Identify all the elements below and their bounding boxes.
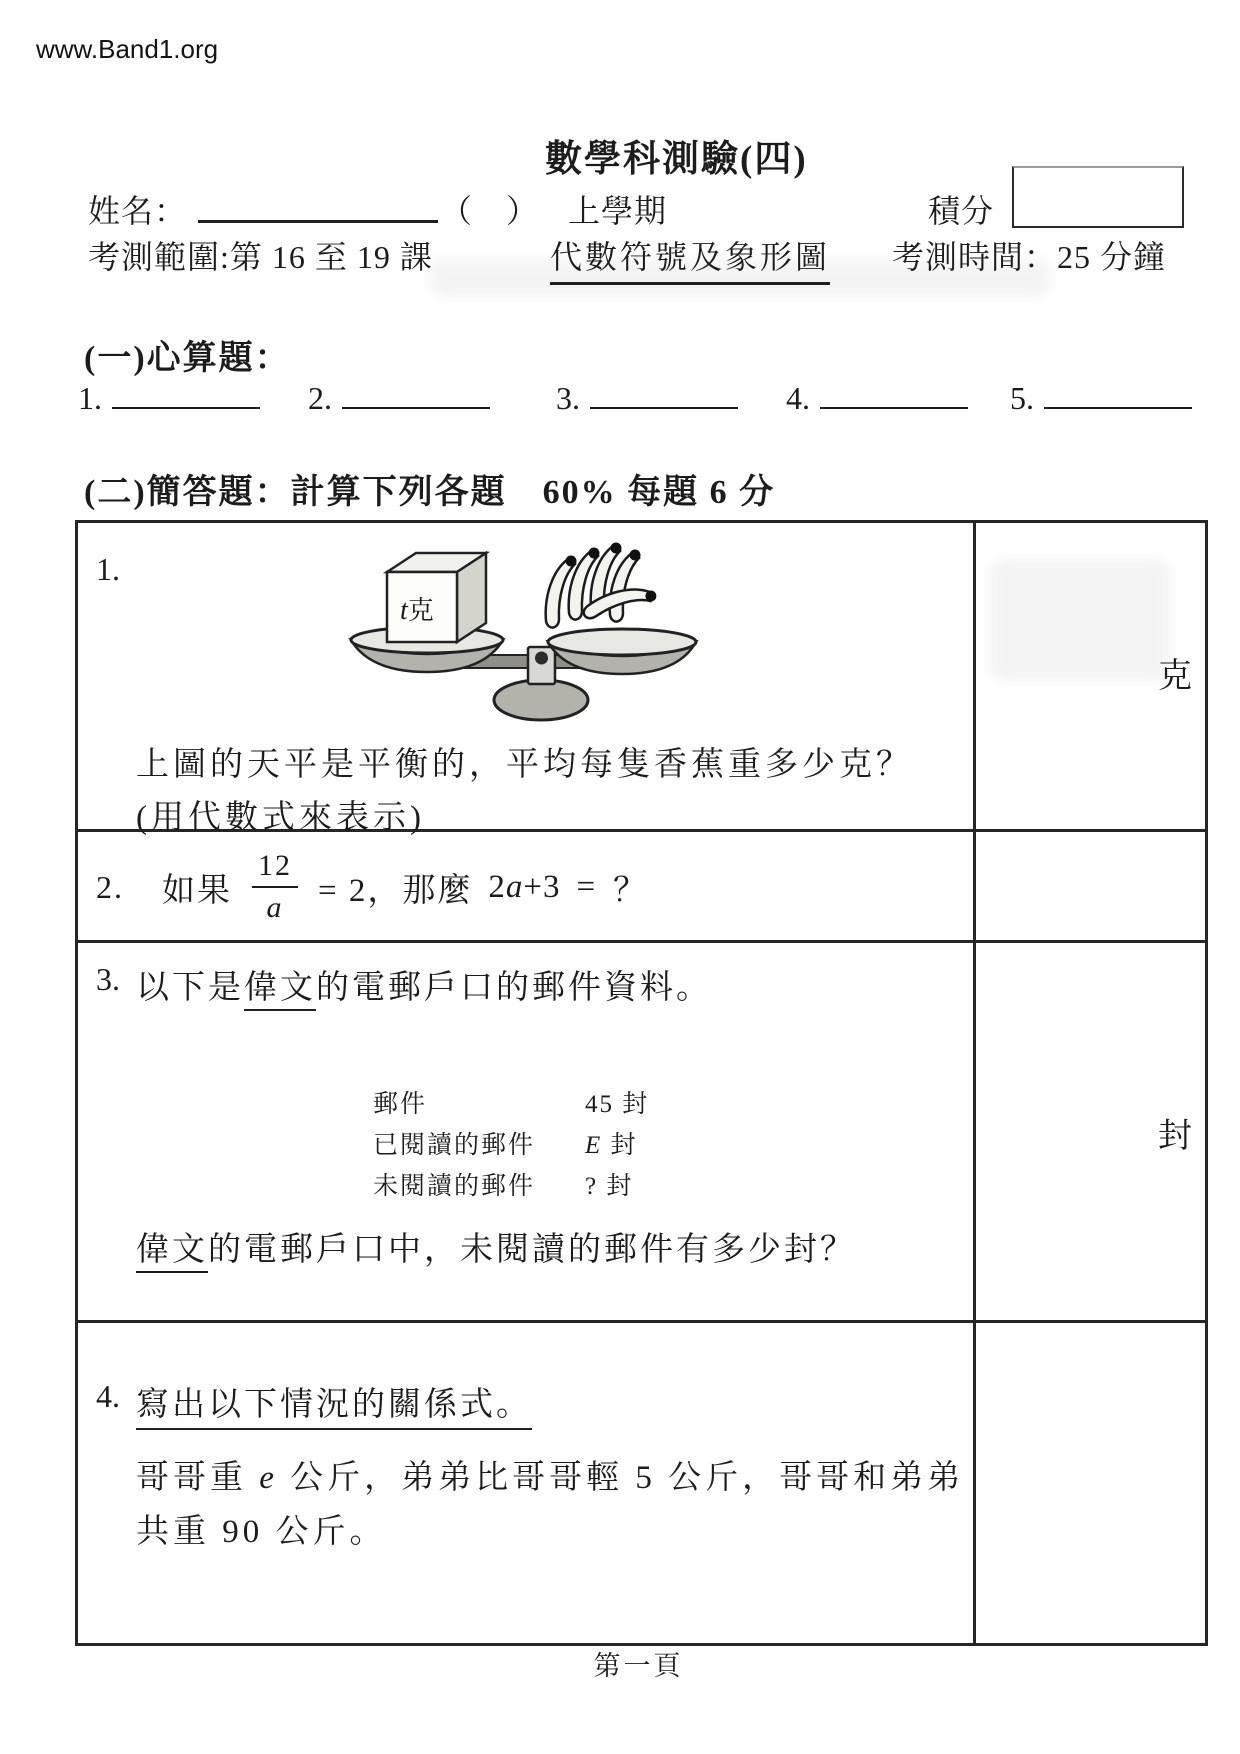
q3-intro: 以下是偉文的電郵戶口的郵件資料。	[136, 961, 712, 1008]
q3-number: 3.	[96, 961, 120, 997]
q4-number: 4.	[96, 1378, 120, 1414]
q2-question-mark: ？	[613, 872, 649, 909]
answer-line	[342, 381, 490, 409]
q2-equals: =	[576, 868, 598, 905]
q2-number: 2.	[96, 868, 124, 905]
answer-line	[1044, 381, 1192, 409]
score-box	[1012, 166, 1184, 228]
time-label: 考測時間：25 分鐘	[892, 239, 1167, 275]
q4-heading: 寫出以下情況的關係式。	[136, 1378, 532, 1430]
name-blank	[198, 188, 438, 223]
q2-lead: 如果	[162, 872, 232, 909]
section1-heading: (一)心算題：	[84, 340, 291, 377]
student-name: 偉文	[244, 970, 316, 1011]
mail-row-read: 已閱讀的郵件 E 封	[373, 1131, 638, 1159]
scale-base	[494, 680, 588, 720]
answer-line	[820, 381, 968, 409]
blank-number: 2.	[308, 380, 332, 416]
name-label: 姓名：	[88, 193, 188, 229]
q1-text-line2: (用代數式來表示)	[136, 800, 425, 836]
bananas	[546, 543, 659, 636]
mental-blank-4	[786, 380, 968, 417]
term-label: 上學期	[568, 193, 668, 229]
mental-blank-2	[308, 380, 490, 417]
q2-middle: = 2，那麼	[318, 872, 473, 909]
mental-blank-5	[1010, 380, 1192, 417]
mental-blank-1	[78, 380, 260, 417]
mail-data-table	[373, 1081, 649, 1204]
mail-row-total: 郵件 45 封	[373, 1090, 650, 1118]
score-label: 積分	[928, 193, 995, 229]
weight-cube	[387, 553, 486, 642]
svg-text:t克: t克	[400, 595, 434, 626]
q4-body-line1: 哥哥重 e 公斤，弟弟比哥哥輕 5 公斤，哥哥和弟弟	[136, 1460, 965, 1496]
student-name: 偉文	[136, 1232, 208, 1273]
q2-expression: 2a+3	[488, 868, 561, 905]
q1-text-line1: 上圖的天平是平衡的，平均每隻香蕉重多少克？	[136, 747, 913, 783]
q2-equation-row	[96, 841, 648, 933]
variable-e: e	[259, 1460, 278, 1496]
topic-title: 代數符號及象形圖	[550, 232, 830, 285]
answer-line	[112, 381, 260, 409]
site-watermark: www.Band1.org	[36, 34, 219, 64]
mental-blank-3	[556, 380, 738, 417]
q1-answer-unit: 克	[1158, 658, 1192, 695]
section2-heading: (二)簡答題：計算下列各題 60% 每題 6 分	[84, 474, 776, 511]
row-divider-2	[78, 940, 1205, 943]
q3-question: 偉文的電郵戶口中，未閱讀的郵件有多少封？	[136, 1223, 856, 1270]
blank-number: 3.	[556, 380, 580, 416]
row-divider-3	[78, 1320, 1205, 1323]
answer-column-divider	[973, 523, 976, 1643]
blank-number: 1.	[78, 380, 102, 416]
balance-scale-illustration	[340, 537, 712, 733]
q1-number: 1.	[96, 551, 120, 587]
answer-line	[590, 381, 738, 409]
page-footer: 第一頁	[593, 1651, 684, 1681]
page-title: 數學科測驗(四)	[545, 139, 808, 180]
scope-label: 考測範圍:第 16 至 19 課	[88, 239, 433, 275]
blank-number: 5.	[1010, 380, 1034, 416]
blank-number: 4.	[786, 380, 810, 416]
q4-body-line2: 共重 90 公斤。	[136, 1514, 387, 1550]
class-brackets: （ ）	[440, 193, 540, 229]
fraction-12-over-a: $\frac{12}{a}$	[252, 851, 298, 924]
questions-table	[75, 520, 1208, 1646]
q3-answer-unit: 封	[1158, 1118, 1192, 1155]
mail-row-unread: 未閱讀的郵件 ? 封	[373, 1172, 634, 1200]
